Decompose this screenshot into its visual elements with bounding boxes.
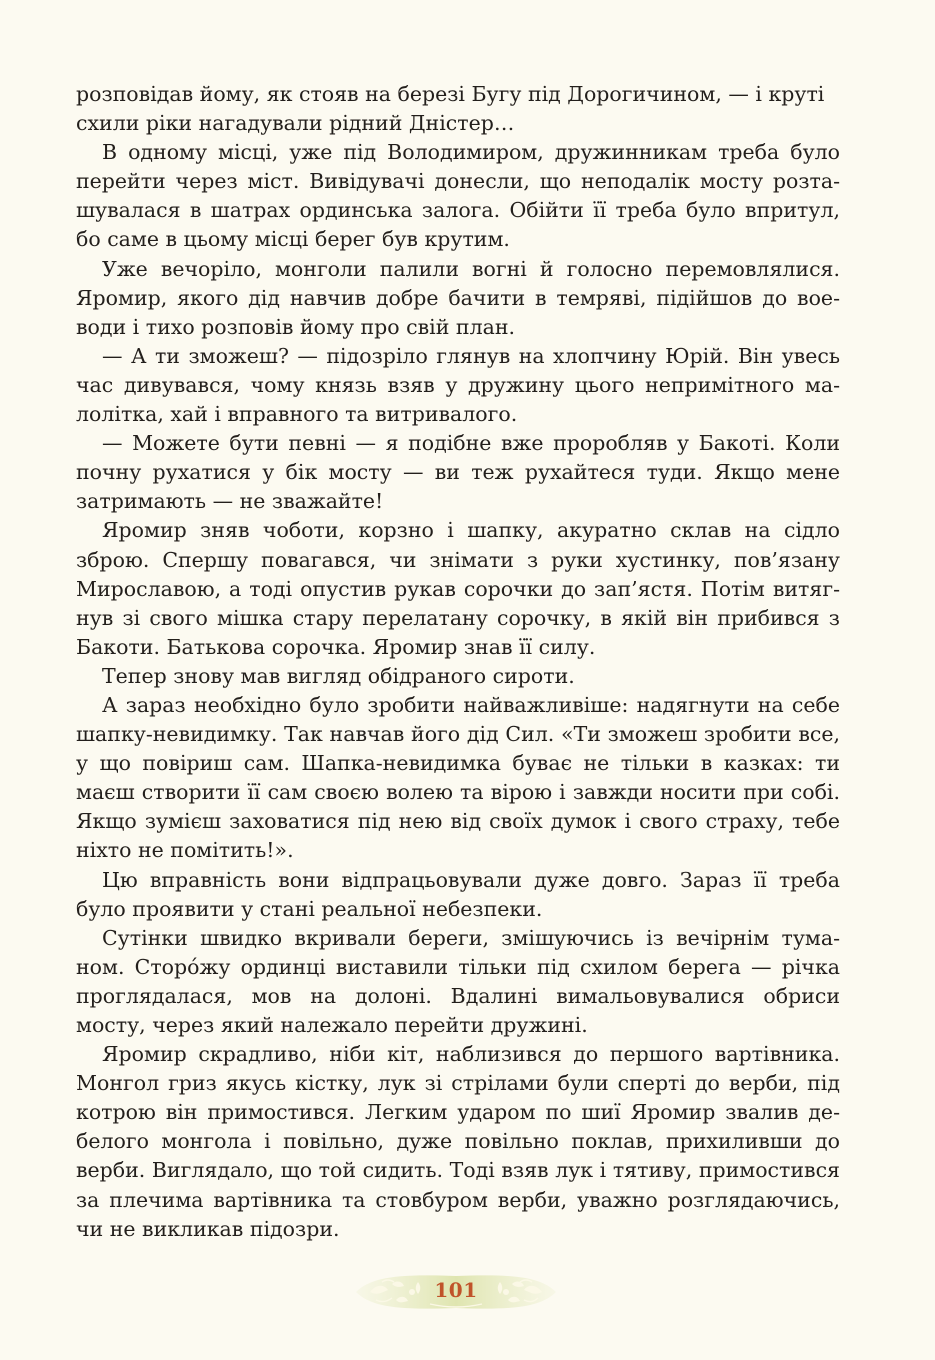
paragraph-5: — Можете бути певні — я подібне вже проробляв у Бакоті. Коли почну рухатися у бік мосту — ви теж рухайтеся туди. Якщо мене затримають — не зважайте! [76, 431, 840, 514]
paragraph-7: Тепер знову мав вигляд обідраного сироти. [102, 663, 575, 688]
paragraph-8: А зараз необхідно було зробити найважливіше: надягнути на себе шапку-невидимку. Так навчав його дід Сил. «Ти зможеш зробити все, у що повіриш сам. Шапка-невидимка буває не тільки в казках: ти маєш створити її сам своєю волею та вірою і завжди носити при собі. Якщо зумієш заховатися під нею від своїх думок і свого страху, тебе ніхто не помітить!». [76, 692, 840, 863]
paragraph-1: розповідав йому, як стояв на березі Бугу під Дорогичином, — і круті схили ріки нагадували рідний Дністер… [76, 82, 825, 136]
paragraph-2: В одному місці, уже під Володимиром, дружинникам треба було перейти через міст. Вивідувачі донесли, що неподалік мосту розташувалася в шатрах ординська залога. Обійти її треба було впритул, бо саме в цьому місці берег був крутим. [76, 140, 840, 252]
page-footer [352, 1270, 560, 1314]
paragraph-3: Уже вечоріло, монголи палили вогні й голосно перемовлялися. Яромир, якого дід навчив добре бачити в темряві, підійшов до воеводи і тихо розповів йому про свій план. [76, 256, 840, 339]
page-body-text [76, 80, 840, 1244]
paragraph-11: Яромир скрадливо, ніби кіт, наблизився до першого вартівника. Монгол гриз якусь кістку, лук зі стрілами були сперті до верби, під котрою він примостився. Легким ударом по шиї Яромир звалив дебелого монгола і повільно, дуже повільно поклав, прихиливши до верби. Виглядало, що той сидить. Тоді взяв лук і тятиву, примостився за плечима вартівника та стовбуром верби, уважно розглядаючись, чи не викликав підозри. [76, 1042, 840, 1241]
paragraph-6: Яромир зняв чоботи, корзно і шапку, акуратно склав на сідло зброю. Спершу повагався, чи знімати з руки хустинку, пов’язану Мирославою, а тоді опустив рукав сорочки до зап’ястя. Потім витягнув зі свого мішка стару перелатану сорочку, в якій він прибився з Бакоти. Батькова сорочка. Яромир знав її силу. [76, 518, 840, 659]
page-number: 101 [434, 1278, 478, 1302]
paragraph-9: Цю вправність вони відпрацьовували дуже довго. Зараз її треба було проявити у стані реальної небезпеки. [76, 867, 840, 921]
paragraph-10: Сутінки швидко вкривали береги, змішуючись із вечірнім туманом. Сторóжу ординці виставили тільки під схилом берега — річка проглядалася, мов на долоні. Вдалині вимальовувалися обриси мосту, через який належало перейти дружині. [76, 925, 840, 1037]
paragraph-4: — А ти зможеш? — підозріло глянув на хлопчину Юрій. Він увесь час дивувався, чому князь взяв у дружину цього непримітного малолітка, хай і вправного та витривалого. [76, 343, 840, 427]
